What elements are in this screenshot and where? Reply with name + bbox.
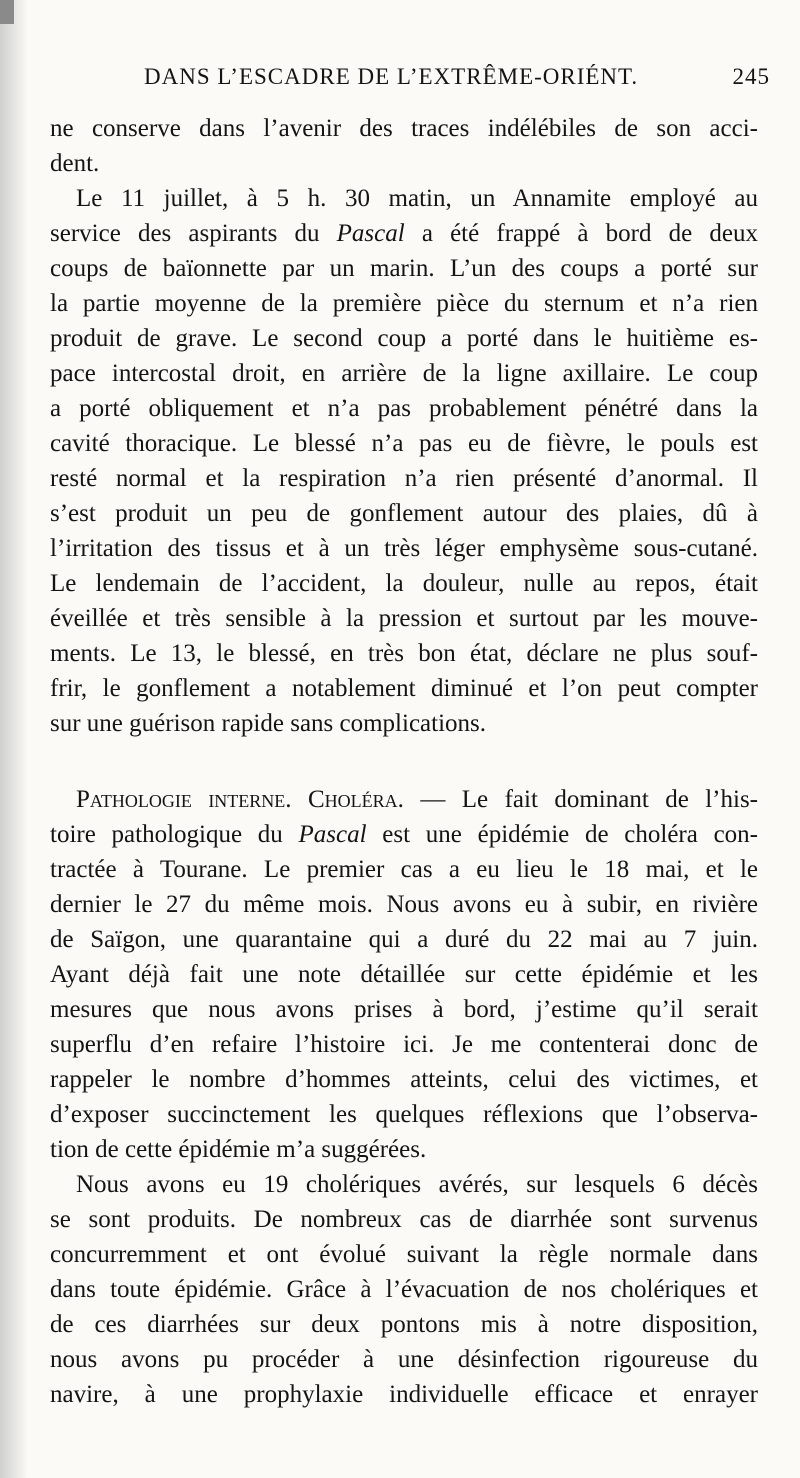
text-line: mesures que nous avons prises à bord, j’estime qu’il serait [50,996,758,1023]
text-line: toire pathologique du Pascal est une épidémie de choléra con- [50,821,759,848]
text-line: pace intercostal droit, en arrière de la ligne axillaire. Le coup [50,360,758,387]
text-line: dernier le 27 du même mois. Nous avons eu à subir, en rivière [50,891,758,918]
text-line: tractée à Tourane. Le premier cas a eu lieu le 18 mai, et le [50,856,758,883]
text-line: ments. Le 13, le blessé, en très bon état, déclare ne plus souf- [50,640,758,667]
text-line: d’exposer succinctement les quelques réflexions que l’observa- [50,1101,758,1128]
text-line: l’irritation des tissus et à un très léger emphysème sous-cutané. [50,535,758,562]
text-line: se sont produits. De nombreux cas de diarrhée sont survenus [50,1206,758,1233]
text-line: frir, le gonflement a notablement diminué et l’on peut compter [50,675,758,702]
text-line: éveillée et très sensible à la pression et surtout par les mouve- [50,605,758,632]
text-line: produit de grave. Le second coup a porté dans le huitième es- [50,325,758,352]
text-line: ne conserve dans l’avenir des traces indélébiles de son acci- [50,115,758,142]
page-number: 245 [732,64,770,89]
scan-corner-mark [0,0,14,24]
text-line: sur une guérison rapide sans complications. [50,710,487,737]
text-line: coups de baïonnette par un marin. L’un des coups a porté sur [50,255,758,282]
text-line: dent. [50,150,100,177]
text-line: tion de cette épidémie m’a suggérées. [50,1136,427,1163]
body-text [50,111,758,1412]
section-gap [50,741,758,782]
text-line: Nous avons eu 19 cholériques avérés, sur lesquels 6 décès [76,1171,758,1198]
text-line: de ces diarrhées sur deux pontons mis à notre disposition, [50,1311,758,1338]
text-line: Le 11 juillet, à 5 h. 30 matin, un Annamite employé au [76,185,758,212]
text-line: de Saïgon, une quarantaine qui a duré du 22 mai au 7 juin. [50,926,758,953]
text-line: cavité thoracique. Le blessé n’a pas eu de fièvre, le pouls est [50,430,758,457]
ship-name: Pascal [336,220,405,247]
text-line: s’est produit un peu de gonflement autour des plaies, dû à [50,500,758,527]
text-line: service des aspirants du Pascal a été frappé à bord de deux [50,220,758,247]
section-heading: Pathologie interne. Choléra. [76,786,404,813]
text-line: Pathologie interne. Choléra. — Le fait dominant de l’his- [76,786,758,813]
page-edge-shadow [0,0,28,1478]
text-line: superflu d’en refaire l’histoire ici. Je me contenterai donc de [50,1031,758,1058]
ship-name: Pascal [298,821,367,848]
text-line: concurremment et ont évolué suivant la règle normale dans [50,1241,758,1268]
text-line: rappeler le nombre d’hommes atteints, celui des victimes, et [50,1066,758,1093]
text-line: dans toute épidémie. Grâce à l’évacuation de nos cholériques et [50,1276,758,1303]
text-line: resté normal et la respiration n’a rien présenté d’anormal. Il [50,465,758,492]
running-title: DANS L’ESCADRE DE L’EXTRÊME-ORIÉNT. [144,64,639,89]
text-line: navire, à une prophylaxie individuelle efficace et enrayer [50,1381,758,1408]
page-header [120,56,770,96]
text-line: nous avons pu procéder à une désinfection rigoureuse du [50,1346,758,1373]
text-line: Le lendemain de l’accident, la douleur, nulle au repos, était [50,570,758,597]
text-line: a porté obliquement et n’a pas probablement pénétré dans la [50,395,758,422]
text-line: la partie moyenne de la première pièce du sternum et n’a rien [50,290,758,317]
text-line: Ayant déjà fait une note détaillée sur cette épidémie et les [50,961,758,988]
